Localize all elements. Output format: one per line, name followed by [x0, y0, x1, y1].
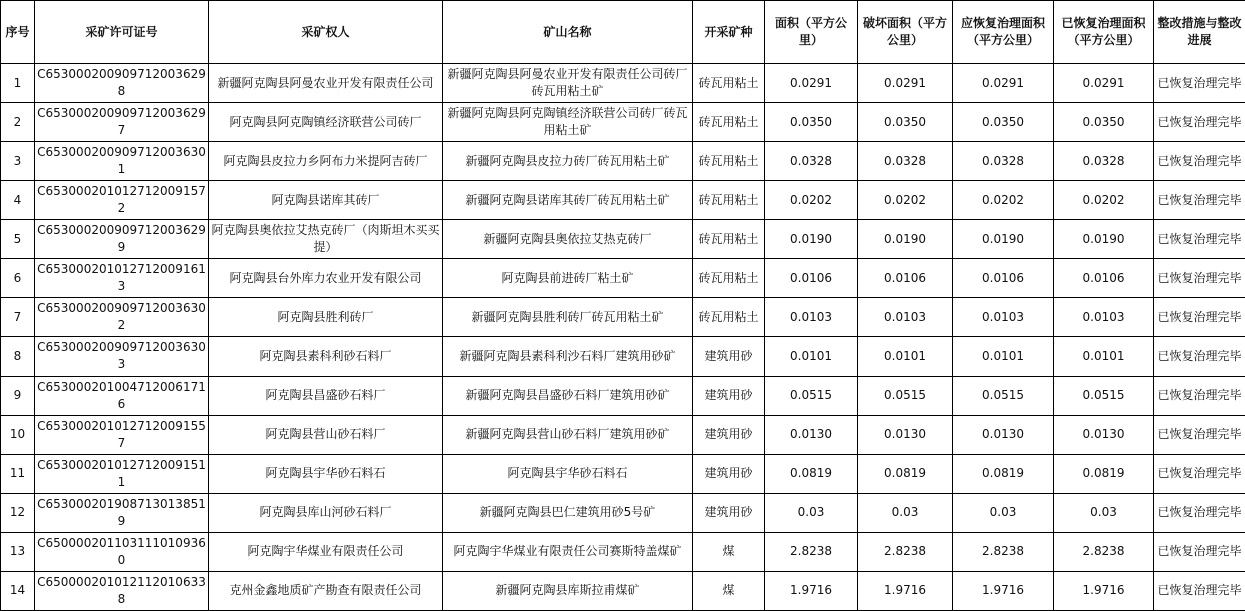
cell-restored-area: 0.0350 [1054, 103, 1154, 142]
table-row [1, 181, 1245, 220]
cell-rectification-progress: 已恢复治理完毕 [1154, 454, 1245, 493]
cell-area: 2.8238 [765, 532, 858, 571]
cell-mineral-type: 煤 [693, 532, 765, 571]
cell-seq: 7 [1, 298, 35, 337]
cell-area-to-restore: 1.9716 [953, 571, 1054, 610]
table-row [1, 454, 1245, 493]
table-row [1, 532, 1245, 571]
cell-license-no: C6530002010127120091613 [35, 259, 209, 298]
cell-mine-name: 新疆阿克陶县巴仁建筑用砂5号矿 [443, 493, 693, 532]
cell-area-to-restore: 2.8238 [953, 532, 1054, 571]
cell-area-to-restore: 0.0190 [953, 220, 1054, 259]
header-license-no: 采矿许可证号 [35, 1, 209, 64]
cell-license-no: C6530002010047120061716 [35, 376, 209, 415]
cell-area-to-restore: 0.0202 [953, 181, 1054, 220]
cell-area: 0.0190 [765, 220, 858, 259]
cell-mineral-type: 建筑用砂 [693, 493, 765, 532]
cell-area: 0.03 [765, 493, 858, 532]
cell-rectification-progress: 已恢复治理完毕 [1154, 259, 1245, 298]
cell-damaged-area: 0.0130 [858, 415, 953, 454]
cell-mine-name: 新疆阿克陶县阿克陶镇经济联营公司砖厂砖瓦用粘土矿 [443, 103, 693, 142]
header-seq: 序号 [1, 1, 35, 64]
cell-rectification-progress: 已恢复治理完毕 [1154, 220, 1245, 259]
cell-rectification-progress: 已恢复治理完毕 [1154, 571, 1245, 610]
cell-seq: 14 [1, 571, 35, 610]
cell-area-to-restore: 0.03 [953, 493, 1054, 532]
cell-mining-right-holder: 阿克陶县素科利砂石料厂 [209, 337, 443, 376]
cell-mineral-type: 建筑用砂 [693, 454, 765, 493]
cell-area-to-restore: 0.0350 [953, 103, 1054, 142]
cell-damaged-area: 0.0106 [858, 259, 953, 298]
cell-license-no: C6530002009097120036302 [35, 298, 209, 337]
cell-area: 0.0291 [765, 64, 858, 103]
cell-mining-right-holder: 阿克陶县皮拉力乡阿布力米提阿吉砖厂 [209, 142, 443, 181]
cell-mining-right-holder: 阿克陶县胜利砖厂 [209, 298, 443, 337]
header-restored-area: 已恢复治理面积（平方公里） [1054, 1, 1154, 64]
cell-mining-right-holder: 阿克陶县营山砂石料厂 [209, 415, 443, 454]
cell-seq: 9 [1, 376, 35, 415]
table-row [1, 142, 1245, 181]
cell-mineral-type: 砖瓦用粘土 [693, 259, 765, 298]
cell-seq: 10 [1, 415, 35, 454]
cell-mineral-type: 建筑用砂 [693, 337, 765, 376]
table-body [1, 64, 1245, 611]
cell-restored-area: 0.0515 [1054, 376, 1154, 415]
cell-mine-name: 新疆阿克陶县库斯拉甫煤矿 [443, 571, 693, 610]
cell-area-to-restore: 0.0291 [953, 64, 1054, 103]
cell-area-to-restore: 0.0103 [953, 298, 1054, 337]
cell-mining-right-holder: 阿克陶县诺库其砖厂 [209, 181, 443, 220]
cell-rectification-progress: 已恢复治理完毕 [1154, 142, 1245, 181]
cell-license-no: C6530002009097120036299 [35, 220, 209, 259]
cell-area-to-restore: 0.0101 [953, 337, 1054, 376]
cell-area-to-restore: 0.0819 [953, 454, 1054, 493]
header-mineral-type: 开采矿种 [693, 1, 765, 64]
cell-damaged-area: 0.0350 [858, 103, 953, 142]
cell-seq: 5 [1, 220, 35, 259]
cell-damaged-area: 1.9716 [858, 571, 953, 610]
cell-restored-area: 0.0328 [1054, 142, 1154, 181]
cell-rectification-progress: 已恢复治理完毕 [1154, 376, 1245, 415]
table-row [1, 103, 1245, 142]
cell-mineral-type: 砖瓦用粘土 [693, 220, 765, 259]
cell-license-no: C6530002010127120091572 [35, 181, 209, 220]
cell-license-no: C6500002011031110109360 [35, 532, 209, 571]
cell-mining-right-holder: 新疆阿克陶县阿曼农业开发有限责任公司 [209, 64, 443, 103]
cell-mining-right-holder: 阿克陶县阿克陶镇经济联营公司砖厂 [209, 103, 443, 142]
cell-mine-name: 新疆阿克陶县昌盛砂石料厂建筑用砂矿 [443, 376, 693, 415]
cell-restored-area: 0.0819 [1054, 454, 1154, 493]
cell-area-to-restore: 0.0515 [953, 376, 1054, 415]
cell-restored-area: 0.0291 [1054, 64, 1154, 103]
cell-license-no: C6530002009097120036303 [35, 337, 209, 376]
cell-seq: 11 [1, 454, 35, 493]
cell-damaged-area: 0.0202 [858, 181, 953, 220]
cell-area: 0.0202 [765, 181, 858, 220]
header-mining-right-holder: 采矿权人 [209, 1, 443, 64]
table-row [1, 415, 1245, 454]
cell-damaged-area: 0.03 [858, 493, 953, 532]
cell-mine-name: 新疆阿克陶县阿曼农业开发有限责任公司砖厂砖瓦用粘土矿 [443, 64, 693, 103]
cell-license-no: C6530002009097120036298 [35, 64, 209, 103]
cell-mining-right-holder: 阿克陶县库山河砂石料厂 [209, 493, 443, 532]
cell-rectification-progress: 已恢复治理完毕 [1154, 298, 1245, 337]
cell-mine-name: 新疆阿克陶县素科利沙石料厂建筑用砂矿 [443, 337, 693, 376]
table-row [1, 493, 1245, 532]
table-row [1, 298, 1245, 337]
cell-rectification-progress: 已恢复治理完毕 [1154, 493, 1245, 532]
cell-mine-name: 阿克陶县前进砖厂粘土矿 [443, 259, 693, 298]
cell-seq: 13 [1, 532, 35, 571]
header-mine-name: 矿山名称 [443, 1, 693, 64]
table-row [1, 337, 1245, 376]
cell-damaged-area: 2.8238 [858, 532, 953, 571]
cell-mine-name: 新疆阿克陶县胜利砖厂砖瓦用粘土矿 [443, 298, 693, 337]
cell-seq: 1 [1, 64, 35, 103]
cell-seq: 2 [1, 103, 35, 142]
cell-area-to-restore: 0.0106 [953, 259, 1054, 298]
cell-rectification-progress: 已恢复治理完毕 [1154, 337, 1245, 376]
cell-license-no: C6530002010127120091557 [35, 415, 209, 454]
cell-mine-name: 阿克陶宇华煤业有限责任公司赛斯特盖煤矿 [443, 532, 693, 571]
cell-area: 1.9716 [765, 571, 858, 610]
cell-area-to-restore: 0.0130 [953, 415, 1054, 454]
cell-rectification-progress: 已恢复治理完毕 [1154, 181, 1245, 220]
cell-mining-right-holder: 阿克陶宇华煤业有限责任公司 [209, 532, 443, 571]
table-row [1, 571, 1245, 610]
cell-license-no: C6530002009097120036297 [35, 103, 209, 142]
cell-rectification-progress: 已恢复治理完毕 [1154, 64, 1245, 103]
cell-mine-name: 阿克陶县宇华砂石料石 [443, 454, 693, 493]
cell-mining-right-holder: 阿克陶县宇华砂石料石 [209, 454, 443, 493]
cell-damaged-area: 0.0515 [858, 376, 953, 415]
table-header [1, 1, 1245, 64]
cell-restored-area: 0.03 [1054, 493, 1154, 532]
cell-mineral-type: 煤 [693, 571, 765, 610]
cell-license-no: C6530002009097120036301 [35, 142, 209, 181]
cell-area: 0.0350 [765, 103, 858, 142]
cell-mine-name: 新疆阿克陶县诺库其砖厂砖瓦用粘土矿 [443, 181, 693, 220]
cell-damaged-area: 0.0101 [858, 337, 953, 376]
table-row [1, 376, 1245, 415]
cell-restored-area: 0.0106 [1054, 259, 1154, 298]
cell-mine-name: 新疆阿克陶县奥依拉艾热克砖厂 [443, 220, 693, 259]
cell-damaged-area: 0.0190 [858, 220, 953, 259]
cell-rectification-progress: 已恢复治理完毕 [1154, 415, 1245, 454]
cell-license-no: C6500002010121120106338 [35, 571, 209, 610]
cell-mineral-type: 砖瓦用粘土 [693, 64, 765, 103]
cell-restored-area: 0.0101 [1054, 337, 1154, 376]
cell-mine-name: 新疆阿克陶县皮拉力砖厂砖瓦用粘土矿 [443, 142, 693, 181]
cell-mining-right-holder: 阿克陶县台外库力农业开发有限公司 [209, 259, 443, 298]
cell-restored-area: 0.0202 [1054, 181, 1154, 220]
cell-mining-right-holder: 阿克陶县昌盛砂石料厂 [209, 376, 443, 415]
cell-area: 0.0130 [765, 415, 858, 454]
cell-area: 0.0819 [765, 454, 858, 493]
cell-mining-right-holder: 克州金鑫地质矿产勘查有限责任公司 [209, 571, 443, 610]
cell-seq: 6 [1, 259, 35, 298]
cell-area-to-restore: 0.0328 [953, 142, 1054, 181]
cell-restored-area: 0.0103 [1054, 298, 1154, 337]
cell-area: 0.0328 [765, 142, 858, 181]
cell-area: 0.0106 [765, 259, 858, 298]
table-row [1, 259, 1245, 298]
cell-mining-right-holder: 阿克陶县奥依拉艾热克砖厂（肉斯坦木买买提） [209, 220, 443, 259]
cell-seq: 8 [1, 337, 35, 376]
cell-seq: 12 [1, 493, 35, 532]
cell-restored-area: 2.8238 [1054, 532, 1154, 571]
cell-area: 0.0103 [765, 298, 858, 337]
cell-mineral-type: 砖瓦用粘土 [693, 298, 765, 337]
cell-restored-area: 0.0190 [1054, 220, 1154, 259]
cell-damaged-area: 0.0103 [858, 298, 953, 337]
cell-mineral-type: 砖瓦用粘土 [693, 142, 765, 181]
cell-mine-name: 新疆阿克陶县营山砂石料厂建筑用砂矿 [443, 415, 693, 454]
cell-license-no: C6530002019087130138519 [35, 493, 209, 532]
cell-area: 0.0101 [765, 337, 858, 376]
table-row [1, 64, 1245, 103]
cell-license-no: C6530002010127120091511 [35, 454, 209, 493]
table-row [1, 220, 1245, 259]
header-area: 面积（平方公里） [765, 1, 858, 64]
header-rectification-progress: 整改措施与整改进展 [1154, 1, 1245, 64]
cell-damaged-area: 0.0291 [858, 64, 953, 103]
cell-seq: 3 [1, 142, 35, 181]
cell-damaged-area: 0.0819 [858, 454, 953, 493]
header-area-to-restore: 应恢复治理面积（平方公里） [953, 1, 1054, 64]
cell-mineral-type: 建筑用砂 [693, 415, 765, 454]
cell-damaged-area: 0.0328 [858, 142, 953, 181]
cell-mineral-type: 砖瓦用粘土 [693, 103, 765, 142]
cell-mineral-type: 砖瓦用粘土 [693, 181, 765, 220]
cell-area: 0.0515 [765, 376, 858, 415]
header-row [1, 1, 1245, 64]
cell-restored-area: 1.9716 [1054, 571, 1154, 610]
header-damaged-area: 破坏面积（平方公里） [858, 1, 953, 64]
cell-rectification-progress: 已恢复治理完毕 [1154, 103, 1245, 142]
cell-seq: 4 [1, 181, 35, 220]
cell-rectification-progress: 已恢复治理完毕 [1154, 532, 1245, 571]
cell-restored-area: 0.0130 [1054, 415, 1154, 454]
cell-mineral-type: 建筑用砂 [693, 376, 765, 415]
